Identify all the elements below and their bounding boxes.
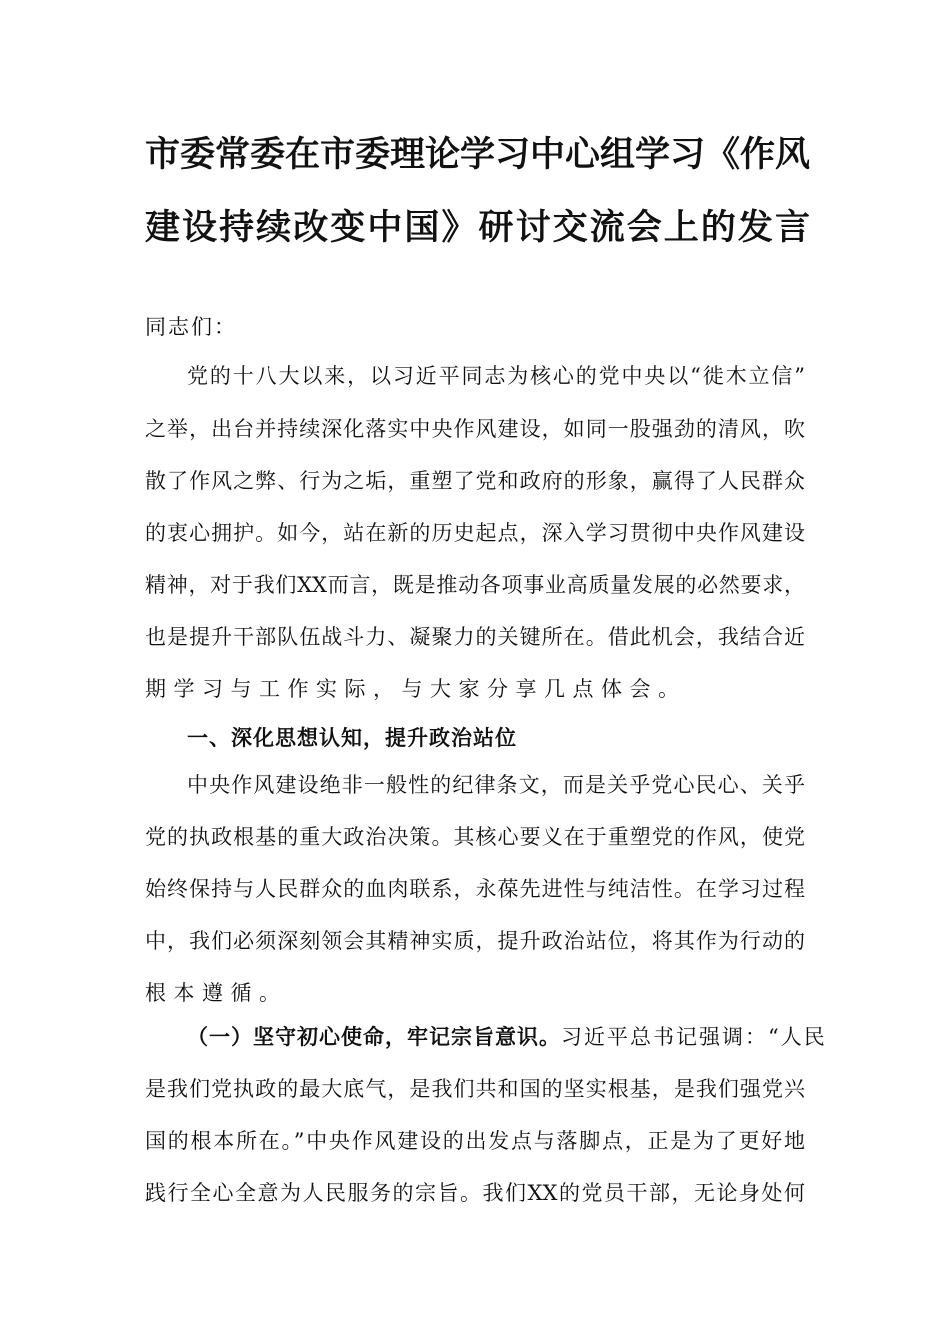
paragraph-line: 的衷心拥护。如今，站在新的历史起点，深入学习贯彻中央作风建设 [145, 521, 805, 545]
document-title-line-2: 建设持续改变中国》研讨交流会上的发言 [145, 207, 810, 248]
paragraph-line: 也是提升干部队伍战斗力、凝聚力的关键所在。借此机会，我结合近 [145, 625, 805, 649]
section-heading: 一、深化思想认知，提升政治站位 [187, 725, 517, 750]
paragraph-line [187, 1023, 827, 1051]
paragraph-line: 之举，出台并持续深化落实中央作风建设，如同一股强劲的清风，吹 [145, 417, 805, 441]
paragraph-line: 中，我们必须深刻领会其精神实质，提升政治站位，将其作为行动的 [145, 929, 805, 953]
paragraph-line: 始终保持与人民群众的血肉联系，永葆先进性与纯洁性。在学习过程 [145, 877, 805, 901]
paragraph-line: 精神，对于我们XX而言，既是推动各项事业高质量发展的必然要求， [145, 573, 805, 597]
paragraph-line: 党的执政根基的重大政治决策。其核心要义在于重塑党的作风，使党 [145, 825, 805, 849]
salutation: 同志们： [145, 315, 237, 339]
paragraph-line: 党的十八大以来，以习近平同志为核心的党中央以“徙木立信” [187, 364, 805, 388]
paragraph-line: 根本遵循。 [145, 981, 288, 1005]
paragraph-line: 践行全心全意为人民服务的宗旨。我们XX的党员干部，无论身处何 [145, 1181, 805, 1205]
paragraph-line: 中央作风建设绝非一般性的纪律条文，而是关乎党心民心、关乎 [187, 773, 805, 797]
paragraph-line: 散了作风之弊、行为之垢，重塑了党和政府的形象，赢得了人民群众 [145, 469, 805, 493]
paragraph-line: 是我们党执政的最大底气，是我们共和国的坚实根基，是我们强党兴 [145, 1077, 805, 1101]
paragraph-line: 期学习与工作实际，与大家分享几点体会。 [145, 677, 687, 701]
subheading: （一）坚守初心使命，牢记宗旨意识。 [187, 1024, 561, 1049]
paragraph-line: 国的根本所在。”中央作风建设的出发点与落脚点，正是为了更好地 [145, 1129, 805, 1153]
paragraph-text: 习近平总书记强调：“人民 [561, 1025, 827, 1049]
document-title-line-1: 市委常委在市委理论学习中心组学习《作风 [145, 134, 811, 175]
